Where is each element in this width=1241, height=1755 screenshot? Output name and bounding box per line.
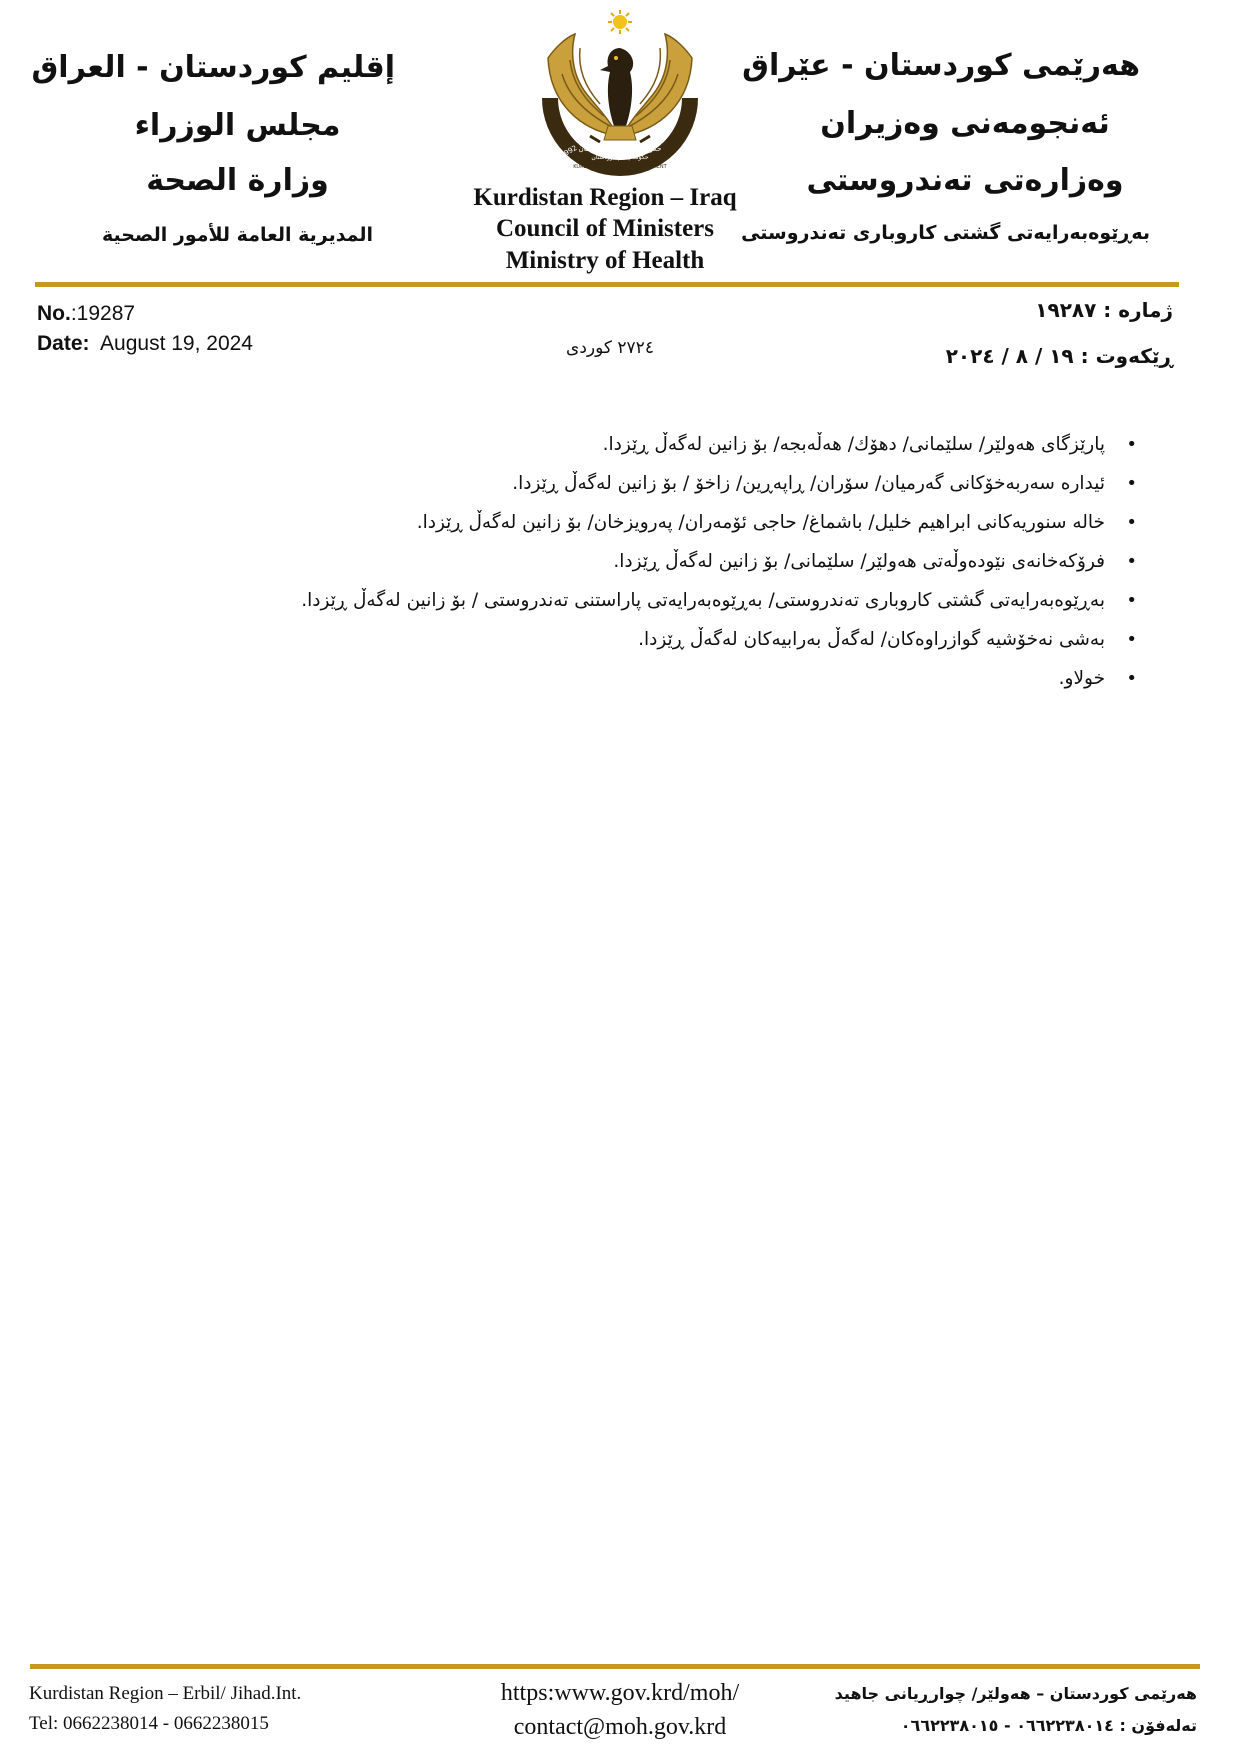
footer-english-address: Kurdistan Region – Erbil/ Jihad.Int. (29, 1683, 302, 1704)
emblem-ring-text: حكومەتی هەرێمی کوردستان (578, 145, 662, 153)
list-item-text: بەشی نەخۆشیە گوازراوەکان/ لەگەڵ بەرابیەکان لەگەڵ ڕێزدا. (638, 629, 1105, 650)
arabic-ministry-title: وزارة الصحة (146, 163, 329, 198)
list-item-text: پارێزگای هەولێر/ سلێمانی/ دهۆك/ هەڵەبجە/ بۆ زانین لەگەڵ ڕێزدا. (602, 434, 1105, 455)
bullet-icon: • (1126, 512, 1137, 533)
kurdish-year: ٢٧٢٤ كوردی (566, 338, 654, 358)
list-item (237, 581, 1137, 620)
emblem-ring-text-en: KURDISTAN REGIONAL GOVERNMENT (573, 164, 667, 170)
arabic-council-title: مجلس الوزراء (134, 108, 341, 143)
english-ministry-title: Ministry of Health (505, 247, 705, 274)
bullet-icon: • (1126, 668, 1137, 689)
kurdish-region-title: هەرێمی کوردستان - عێراق (742, 48, 1140, 83)
kurdistan-eagle-emblem-icon (520, 8, 720, 178)
emblem-ring-text-mid: حكومة إقليم كوردستان (591, 154, 649, 161)
list-item (237, 425, 1137, 464)
reference-number-label: No. (37, 302, 71, 325)
bullet-icon: • (1126, 434, 1137, 455)
list-item (237, 620, 1137, 659)
reference-number-value: :19287 (70, 302, 136, 325)
list-item-text: ئیدارە سەربەخۆکانی گەرمیان/ سۆران/ ڕاپەڕین/ زاخۆ / بۆ زانین لەگەڵ ڕێزدا. (512, 473, 1105, 494)
kurdish-date: ڕێکەوت : ١٩ / ٨ / ٢٠٢٤ (945, 344, 1173, 368)
bullet-icon: • (1126, 590, 1137, 611)
distribution-list (237, 425, 1137, 698)
kurdish-ministry-title: وەزارەتی تەندروستی (806, 163, 1124, 198)
list-item (237, 503, 1137, 542)
kurdish-directorate-title: بەڕێوەبەرایەتی گشتی کاروباری تەندروستی (741, 222, 1150, 244)
kurdish-reference-number: ژمارە : ١٩٢٨٧ (1035, 298, 1173, 322)
english-region-title: Kurdistan Region – Iraq (473, 184, 737, 211)
english-council-title: Council of Ministers (495, 215, 715, 242)
footer-kurdish-phone: تەلەفۆن : ٠٦٦٢٢٣٨٠١٤ - ٠٦٦٢٢٣٨٠١٥ (900, 1716, 1197, 1735)
bullet-icon: • (1126, 551, 1137, 572)
list-item (237, 542, 1137, 581)
document-date-label: Date: (37, 332, 90, 355)
footer-english-phone: Tel: 0662238014 - 0662238015 (29, 1713, 269, 1734)
document-date (37, 332, 253, 356)
list-item (237, 464, 1137, 503)
list-item-text: خالە سنوریەکانی ابراهیم خلیل/ باشماغ/ حاجی ئۆمەران/ پەرویزخان/ بۆ زانین لەگەڵ ڕێزدا. (416, 512, 1105, 533)
list-item (237, 659, 1137, 698)
emblem-year: 1992 (559, 143, 579, 160)
arabic-directorate-title: المديرية العامة للأمور الصحية (101, 224, 374, 246)
list-item-text: خولاو. (1058, 668, 1105, 689)
document-date-value: August 19, 2024 (100, 332, 253, 355)
kurdish-council-title: ئەنجومەنی وەزیران (820, 106, 1110, 141)
footer-website-link[interactable]: https:www.gov.krd/moh/ (500, 1680, 740, 1706)
arabic-region-title: إقليم كوردستان - العراق (31, 50, 395, 85)
footer-email-link[interactable]: contact@moh.gov.krd (513, 1714, 727, 1740)
list-item-text: فرۆکەخانەی نێودەوڵەتی هەولێر/ سلێمانی/ بۆ زانین لەگەڵ ڕێزدا. (613, 551, 1105, 572)
list-item-text: بەڕێوەبەرایەتی گشتی کاروباری تەندروستی/ بەڕێوەبەرایەتی پاراستنی تەندروستی / بۆ زانین لەگەڵ ڕێزدا. (301, 590, 1105, 611)
reference-number (37, 302, 135, 326)
bullet-icon: • (1126, 473, 1137, 494)
bullet-icon: • (1126, 629, 1137, 650)
footer-divider (30, 1664, 1200, 1669)
footer-kurdish-address: هەرێمی کوردستان – هەولێر/ چوارڕیانی جاهید (834, 1684, 1197, 1703)
header-divider (35, 282, 1179, 287)
